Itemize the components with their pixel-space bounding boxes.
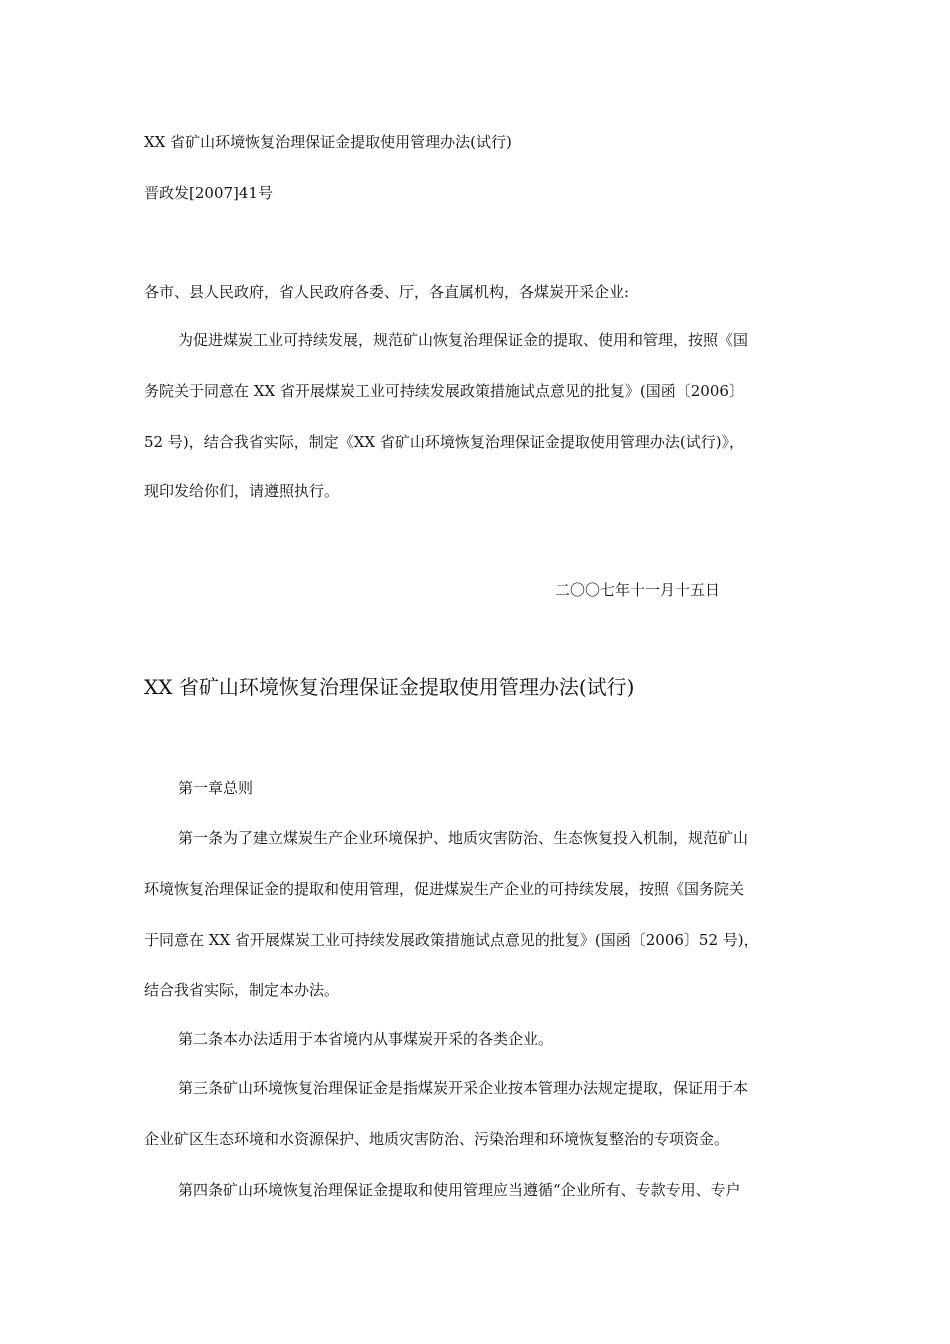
document-number: 晋政发[2007]41号 xyxy=(144,184,273,202)
article-line: 企业矿区生态环境和水资源保护、地质灾害防治、污染治理和环境恢复整治的专项资金。 xyxy=(144,1130,730,1148)
article-line: 环境恢复治理保证金的提取和使用管理，促进煤炭生产企业的可持续发展，按照《国务院关 xyxy=(144,880,745,898)
article-line: 结合我省实际，制定本办法。 xyxy=(144,981,340,999)
article-line: 于同意在 XX 省开展煤炭工业可持续发展政策措施试点意见的批复》(国函〔2006〕52 号)， xyxy=(144,931,759,949)
notice-addressee: 各市、县人民政府，省人民政府各委、厅，各直属机构，各煤炭开采企业: xyxy=(144,283,630,301)
notice-body-line: 现印发给你们，请遵照执行。 xyxy=(144,482,340,500)
article-line: 第一条为了建立煤炭生产企业环境保护、地质灾害防治、生态恢复投入机制，规范矿山 xyxy=(178,829,749,847)
article-line: 第四条矿山环境恢复治理保证金提取和使用管理应当遵循“企业所有、专款专用、专户 xyxy=(178,1181,741,1199)
regulation-title: XX 省矿山环境恢复治理保证金提取使用管理办法(试行) xyxy=(144,675,635,699)
notice-body-line: 52 号)，结合我省实际，制定《XX 省矿山环境恢复治理保证金提取使用管理办法(试行)》， xyxy=(144,433,745,451)
article-line: 第二条本办法适用于本省境内从事煤炭开采的各类企业。 xyxy=(178,1030,554,1048)
article-line: 第三条矿山环境恢复治理保证金是指煤炭开采企业按本管理办法规定提取，保证用于本 xyxy=(178,1079,749,1097)
notice-body-line: 务院关于同意在 XX 省开展煤炭工业可持续发展政策措施试点意见的批复》(国函〔2006〕 xyxy=(144,382,744,400)
notice-date: 二〇〇七年十一月十五日 xyxy=(555,581,721,599)
notice-body-line: 为促进煤炭工业可持续发展，规范矿山恢复治理保证金的提取、使用和管理，按照《国 xyxy=(178,331,749,349)
chapter-heading: 第一章总则 xyxy=(178,779,254,797)
document-title: XX 省矿山环境恢复治理保证金提取使用管理办法(试行) xyxy=(144,133,512,151)
